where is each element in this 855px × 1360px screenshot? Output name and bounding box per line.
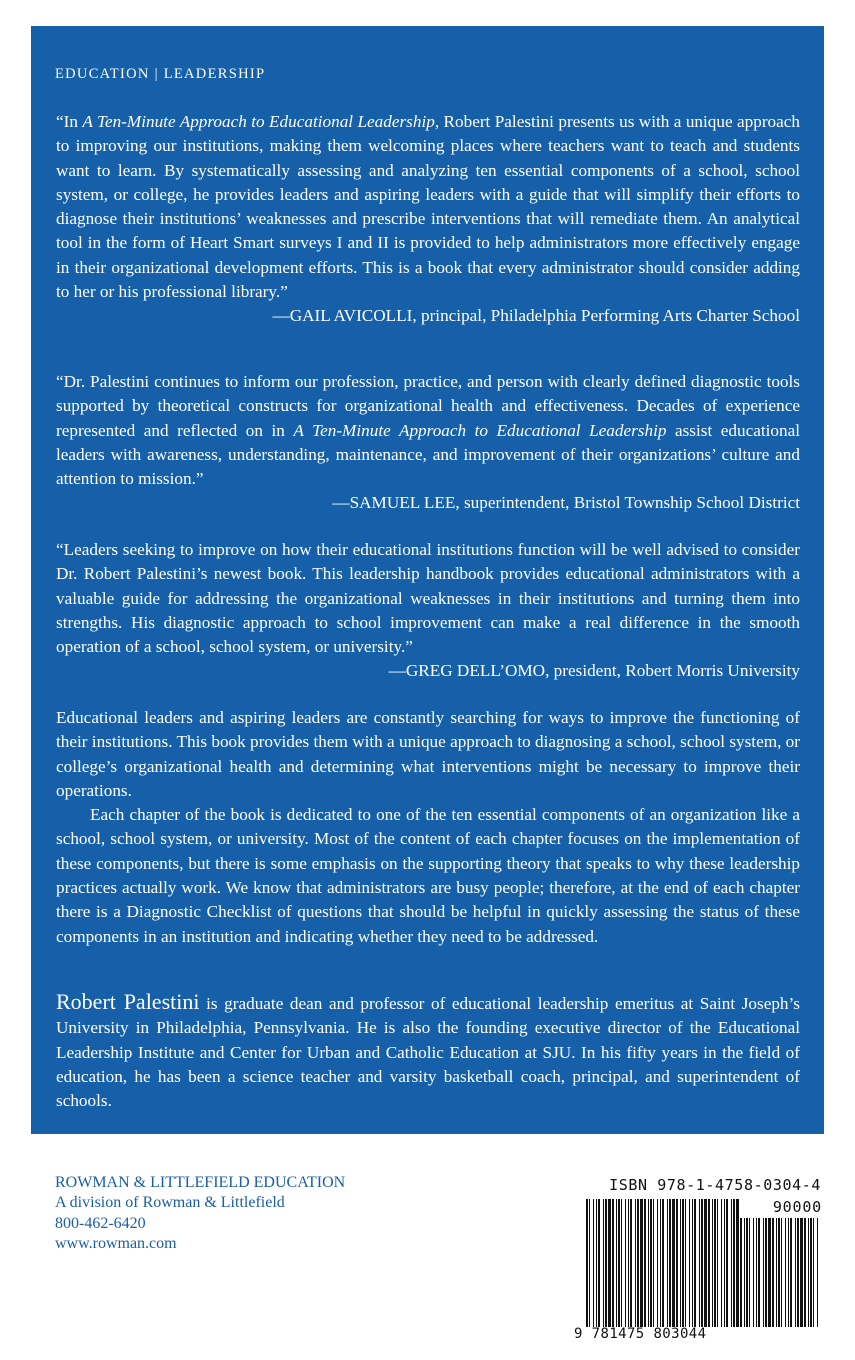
barcode-bar [694,1199,696,1327]
barcode-bar [813,1199,814,1327]
barcode-bar [800,1199,803,1327]
barcode-bar [804,1199,806,1327]
barcode-bar [795,1199,796,1327]
barcode-bar [699,1199,700,1327]
barcode-bar [676,1199,678,1327]
barcode-bar [765,1199,767,1327]
barcode-bar [650,1199,652,1327]
barcode-bar [593,1199,594,1327]
description-paragraph-2: Each chapter of the book is dedicated to one of the ten essential components of an organization like a school, school system, or university. Most of the content of each chapter focuses on the implementation of these components, but there is some emphasis on the supporting theory that speaks to why these leadership practices actually work. We know that administrators are busy people; therefore, at the end of each chapter there is a Diagnostic Checklist of questions that should be helpful in quickly assessing the status of these components in an institution and indicating whether they need to be addressed. [56,805,800,946]
barcode-bar [657,1199,658,1327]
barcode-bar [662,1199,664,1327]
category-label: EDUCATION | LEADERSHIP [55,66,266,82]
barcode-bar [758,1199,760,1327]
barcode-bar [653,1199,654,1327]
quote-1 [56,110,800,329]
quote-1-attribution: —GAIL AVICOLLI, principal, Philadelphia Performing Arts Charter School [272,306,800,326]
barcode-bar [808,1199,809,1327]
barcode-bar [717,1199,718,1327]
barcode-bar [621,1199,622,1327]
barcode-bar [586,1199,588,1327]
barcode-bar [790,1199,792,1327]
publisher-name: ROWMAN & LITTLEFIELD EDUCATION [55,1174,346,1191]
barcode-bar [630,1199,632,1327]
barcode-bar [721,1199,722,1327]
barcode-bar [740,1199,742,1327]
barcode-bar [644,1199,646,1327]
barcode-bar [731,1199,732,1327]
barcode-bar [635,1199,636,1327]
barcode-bar [724,1199,725,1327]
barcode-bar [749,1199,750,1327]
barcode-bar [598,1199,600,1327]
barcode-bar [817,1199,818,1327]
barcode-bar [788,1199,789,1327]
barcode-bar [736,1199,739,1327]
barcode-bar [810,1199,812,1327]
description-paragraph-1: Educational leaders and aspiring leaders are constantly searching for ways to improve the functioning of their institutions. This book provides them with a unique approach to diagnosing a school, school system, or college’s organizational health and determining what interventions might be necessary to improve their operations. [56,708,800,800]
barcode-bar [640,1199,643,1327]
quote-3-attribution: —GREG DELL’OMO, president, Robert Morris University [388,661,800,681]
barcode-bar [628,1199,629,1327]
barcode-bar [682,1199,684,1327]
isbn-barcode [586,1199,820,1327]
publisher-website[interactable]: www.rowman.com [55,1234,177,1252]
barcode-bar [763,1199,764,1327]
barcode-bar [612,1199,614,1327]
quote-3-text: “Leaders seeking to improve on how their educational institutions function will be well advised to consider Dr. Robert Palestini’s newest book. This leadership handbook provides educational administrators with a valuable guide for addressing the organizational weaknesses in their institutions and turning them into strengths. His diagnostic approach to school improvement can make a real difference in the smooth operation of a school, school system, or university.” [56,540,800,657]
quote-2-text: “Dr. Palestini continues to inform our profession, practice, and person with clearly defined diagnostic tools supported by theoretical constructs for organizational health and effectiveness. Decades of experience represented and reflected on in A Ten-Minute Approach to Educational Leadership assist educational leaders with awareness, understanding, maintenance, and improvement of their organizations’ culture and attention to mission.” [56,372,800,489]
barcode-bar [648,1199,649,1327]
barcode-bar [712,1199,713,1327]
barcode-bar [797,1199,799,1327]
barcode-bar [680,1199,681,1327]
barcode-bar [768,1199,771,1327]
barcode-bar [689,1199,690,1327]
barcode-bar [708,1199,710,1327]
barcode-bar [701,1199,703,1327]
barcode-bar [625,1199,626,1327]
barcode-bar [669,1199,671,1327]
quote-1-book-title: A Ten-Minute Approach to Educational Leadership [82,112,435,131]
barcode-bar [756,1199,757,1327]
barcode-bar [637,1199,639,1327]
isbn-label: ISBN 978-1-4758-0304-4 [609,1176,821,1194]
ean-digits: 9 781475 803044 [574,1326,707,1342]
barcode-bar [618,1199,620,1327]
author-bio-text: is graduate dean and professor of educational leadership emeritus at Saint Joseph’s University in Philadelphia, Pennsylvania. He is also the founding executive director of the Educational Leadership Institute and Center for Urban and Catholic Education at SJU. In his fifty years in the field of education, he has been a science teacher and varsity basketball coach, principal, and superintendent of schools. [56,994,800,1111]
quote-2-attribution: —SAMUEL LEE, superintendent, Bristol Township School District [332,493,800,513]
publisher-division: A division of Rowman & Littlefield [55,1194,285,1212]
barcode-bar [667,1199,668,1327]
book-description [56,706,800,949]
barcode-bar [772,1199,774,1327]
barcode-bar [733,1199,735,1327]
author-name: Robert Palestini [56,989,200,1014]
barcode-bar [778,1199,780,1327]
author-bio [56,990,800,1113]
barcode-bar [596,1199,597,1327]
barcode-bar [589,1199,590,1327]
barcode-bar [726,1199,728,1327]
barcode-bar [744,1199,745,1327]
barcode-bar [685,1199,686,1327]
publisher-phone: 800-462-6420 [55,1214,146,1232]
barcode-bar [603,1199,604,1327]
barcode-bar [785,1199,786,1327]
barcode-bar [704,1199,707,1327]
barcode-bar [746,1199,748,1327]
barcode-bar [692,1199,693,1327]
barcode-bar [608,1199,611,1327]
publisher-info [55,1173,345,1254]
barcode-bar [753,1199,754,1327]
quote-2-book-title: A Ten-Minute Approach to Educational Leadership [293,420,667,440]
back-cover-panel [31,26,824,1134]
barcode-bar [605,1199,607,1327]
price-code: 90000 [740,1198,822,1218]
quote-2 [56,370,800,516]
quote-3 [56,538,800,684]
barcode-bar [776,1199,777,1327]
barcode-bar [714,1199,716,1327]
barcode-bar [781,1199,782,1327]
barcode-bar [660,1199,661,1327]
quote-1-text: “In A Ten-Minute Approach to Educational Leadership, Robert Palestini presents us with a unique approach to improving our institutions, making them welcoming places where teachers want to teach and students want to learn. By systematically assessing and analyzing ten essential components of a school, school system, or college, he provides leaders and aspiring leaders with a guide that will simplify their efforts to diagnose their institutions’ weaknesses and prescribe interventions that will remediate them. An analytical tool in the form of Heart Smart surveys I and II is provided to help administrators more effectively engage in their organizational development efforts. This is a book that every administrator should consider adding to her or his professional library.” [56,112,800,302]
barcode-bar [616,1199,617,1327]
barcode-bar [672,1199,675,1327]
